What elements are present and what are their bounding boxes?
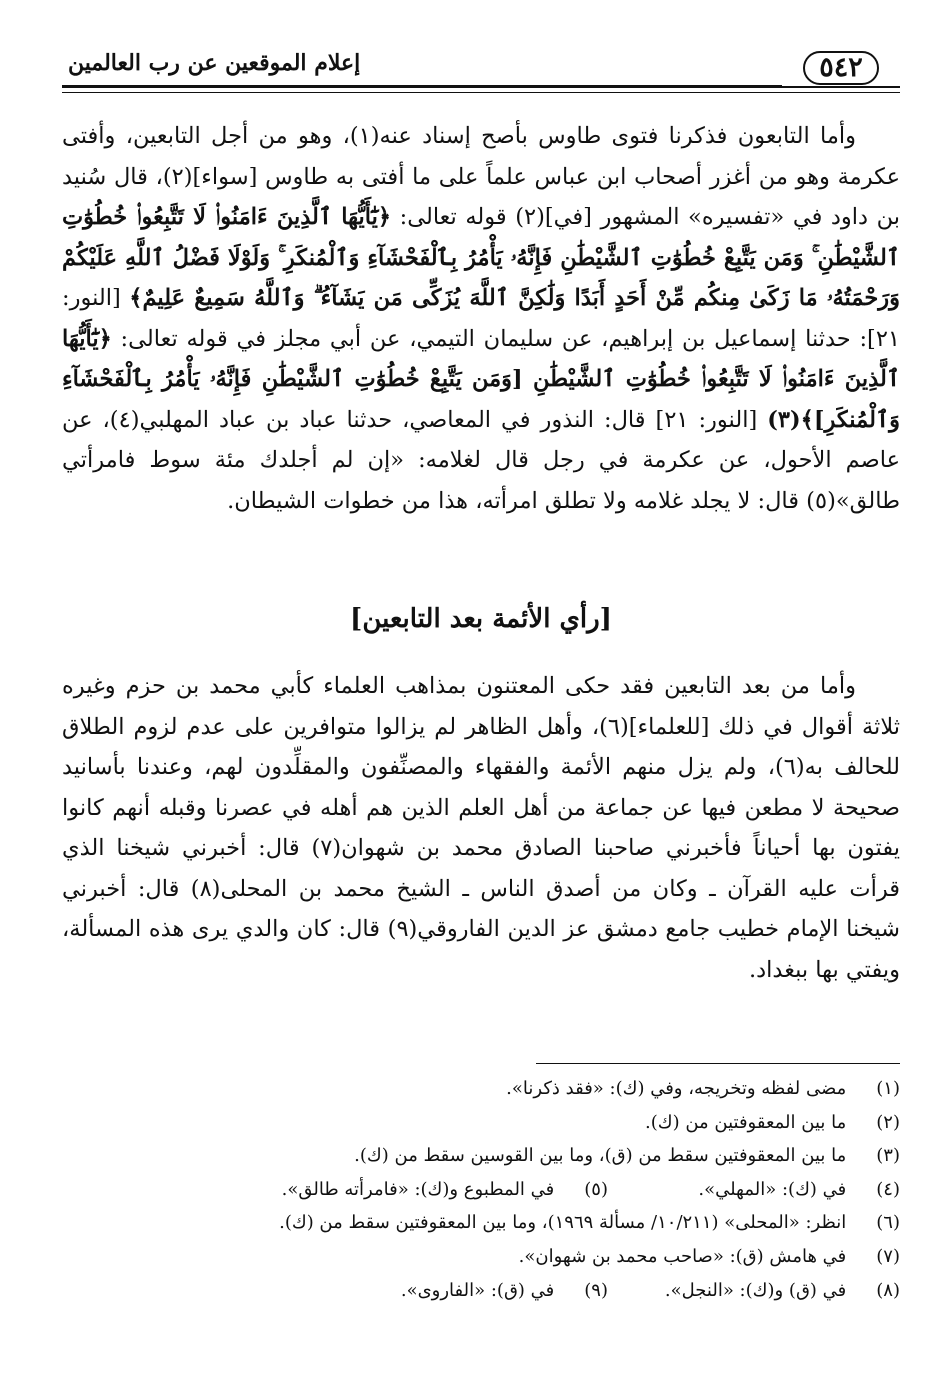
paragraph-body: وأما من بعد التابعين فقد حكى المعتنون بمذاهب العلماء كأبي محمد بن حزم وغيره ثلاثة أقوال في ذلك [للعلماء](٦)، وأهل الظاهر لم يزالوا متوافرين على عدم لزوم الطلاق للحالف به(٦)، ولم يزل منهم الأئمة والفقهاء والمصنِّفون والمقلِّدون لهم، وعندنا بأسانيد صحيحة لا مطعن فيها عن جماعة من أهل العلم الذين هم أهله في عصرنا وقبله أنهم كانوا يفتون بها أحياناً فأخبرني صاحبنا الصادق محمد بن شهوان(٧) قال: أخبرني شيخنا الذي قرأت عليه القرآن ـ وكان من أصدق الناس ـ الشيخ محمد بن المحلى(٨) قال: أخبرني شيخنا الإمام خطيب جامع دمشق عز الدين الفاروقي(٩) قال: كان والدي يرى هذه المسألة، ويفتي بها ببغداد. [62, 673, 900, 983]
page-header [62, 48, 900, 100]
footnote-text: في (ق) و(ك): «النجل». [664, 1279, 847, 1301]
footnote-3 [62, 1139, 900, 1173]
footnote-8-9 [62, 1274, 900, 1308]
footnote-text: مضى لفظه وتخريجه، وفي (ك): «فقد ذكرنا». [506, 1078, 847, 1099]
page-number: ٥٤٢ [803, 51, 879, 85]
footnote-4 [608, 1173, 900, 1207]
footnotes [62, 1072, 900, 1307]
footnote-number: (٨) [876, 1279, 900, 1301]
header-rule-thick [62, 85, 900, 88]
footnote-text: في (ق): «الفاروى». [400, 1279, 555, 1301]
footnote-text: ما بين المعقوفتين من (ك). [645, 1111, 847, 1133]
footnote-number: (٢) [876, 1111, 900, 1133]
footnote-text: في المطبوع و(ك): «فامرأته طالق». [281, 1178, 555, 1200]
quran-verse-an-nur-21: ﴿يَٰٓأَيُّهَا ٱلَّذِينَ ءَامَنُوا۟ لَا تَتَّبِعُوا۟ خُطُوَٰتِ ٱلشَّيْطَٰنِ ۚ وَمَن يَتَّبِعْ خُطُوَٰتِ ٱلشَّيْطَٰنِ فَإِنَّهُۥ يَأْمُرُ بِٱلْفَحْشَآءِ وَٱلْمُنكَرِ ۚ وَلَوْلَا فَضْلُ ٱللَّهِ عَلَيْكُمْ وَرَحْمَتُهُۥ مَا زَكَىٰ مِنكُم مِّنْ أَحَدٍ أَبَدًا وَلَٰكِنَّ ٱللَّهَ يُزَكِّى مَن يَشَآءُ ۗ وَٱللَّهُ سَمِيعٌ عَلِيمٌ﴾ [62, 204, 900, 311]
footnote-text: انظر: «المحلى» (١٠/٢١١/ مسألة ١٩٦٩)، وما بين المعقوفتين سقط من (ك). [279, 1212, 847, 1234]
paragraph-aimma [62, 666, 900, 990]
footnote-2 [62, 1106, 900, 1140]
paragraph-end: [النور: ٢١] قال: النذور في المعاصي، حدثنا عباد بن عباد المهلبي(٤)، عن عاصم الأحول، عن عكرمة في رجل قال لغلامه: «إن لم أجلدك مئة سوط فامرأتي طالق»(٥) قال: لا يجلد غلامه ولا تطلق امرأته، هذا من خطوات الشيطان. [62, 406, 900, 514]
footnote-separator [536, 1063, 900, 1064]
footnote-number: (٤) [876, 1178, 900, 1200]
page-number-badge [782, 50, 900, 86]
footnote-number: (٣) [876, 1145, 900, 1167]
footnote-number: (١) [876, 1078, 900, 1099]
footnote-text: في (ك): «المهلي». [698, 1178, 847, 1200]
footnote-text: ما بين المعقوفتين سقط من (ق)، وما بين القوسين سقط من (ك). [354, 1145, 847, 1167]
book-title: إعلام الموقعين عن رب العالمين [62, 50, 366, 76]
footnote-number: (٥) [584, 1178, 608, 1200]
footnote-text: في هامش (ق): «صاحب محمد بن شهوان». [518, 1245, 847, 1267]
footnote-1 [62, 1072, 900, 1106]
quran-verse-quote: ﴿يَٰٓأَيُّهَا ٱلَّذِينَ ءَامَنُوا۟ لَا تَتَّبِعُوا۟ خُطُوَٰتِ ٱلشَّيْطَٰنِ [وَمَن يَتَّبِعْ خُطُوَٰتِ ٱلشَّيْطَٰنِ فَإِنَّهُۥ يَأْمُرُ بِٱلْفَحْشَآءِ وَٱلْمُنكَرِ]﴾(٣) [62, 325, 901, 433]
footnote-8 [608, 1274, 900, 1308]
section-heading: [رأي الأئمة بعد التابعين] [350, 604, 612, 634]
footnote-6 [62, 1206, 900, 1240]
paragraph-intro: وأما التابعون فذكرنا فتوى طاوس بأصح إسناد عنه(١)، وهو من أجل التابعين، وأفتى عكرمة وهو من أغزر أصحاب ابن عباس علماً على ما أفتى به طاوس [سواء](٢)، قال سُنيد بن داود في «تفسيره» المشهور [في](٢) قوله تعالى: [62, 123, 900, 230]
footnote-number: (٩) [584, 1279, 608, 1301]
footnote-4-5 [62, 1173, 900, 1207]
header-rule-thin [62, 92, 900, 93]
footnote-7 [62, 1240, 900, 1274]
paragraph-tabiun [62, 116, 900, 521]
footnote-number: (٧) [876, 1245, 900, 1267]
footnote-number: (٦) [876, 1212, 900, 1234]
paragraph-mid: [النور: ٢١]: حدثنا إسماعيل بن إبراهيم، عن سليمان التيمي، عن أبي مجلز في قوله تعالى: [62, 285, 900, 352]
